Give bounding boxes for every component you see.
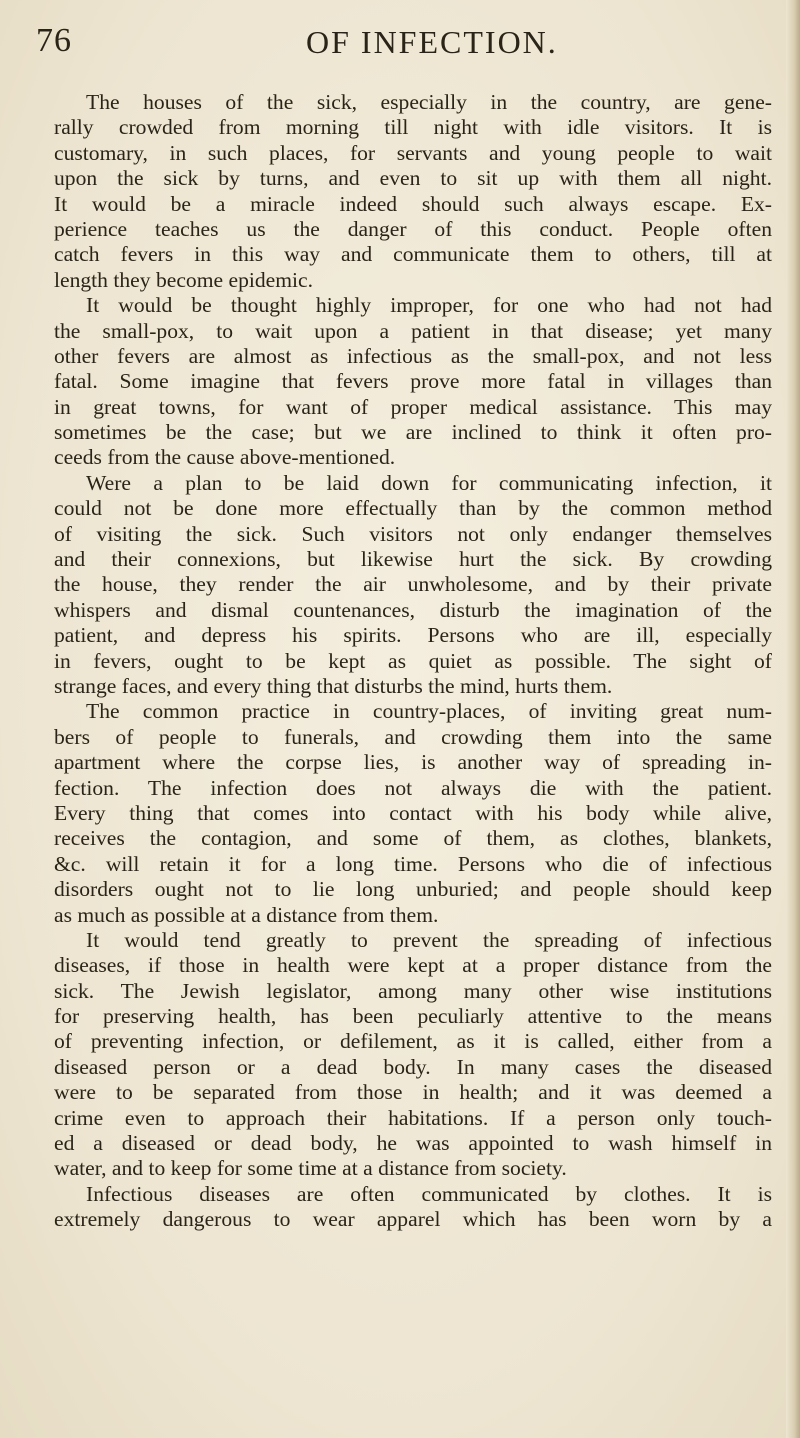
page-header [0, 22, 800, 62]
text-line: of visiting the sick. Such visitors not only endanger themselves [54, 521, 772, 546]
text-line: It would be a miracle indeed should such always escape. Ex- [54, 191, 772, 216]
text-line: extremely dangerous to wear apparel which has been worn by a [54, 1207, 772, 1232]
text-line: upon the sick by turns, and even to sit up with them all night. [54, 166, 772, 191]
text-line: whispers and dismal countenances, disturb the imagination of the [54, 597, 772, 622]
text-line: as much as possible at a distance from them. [54, 902, 439, 927]
text-line: disorders ought not to lie long unburied; and people should keep [54, 877, 772, 902]
text-line: fection. The infection does not always die with the patient. [54, 775, 772, 800]
page-number: 76 [36, 22, 72, 59]
text-line: patient, and depress his spirits. Persons who are ill, especially [54, 623, 772, 648]
body-text [54, 90, 772, 1233]
text-line: the small-pox, to wait upon a patient in that disease; yet many [54, 318, 772, 343]
text-line: apartment where the corpse lies, is another way of spreading in- [54, 750, 772, 775]
text-line: customary, in such places, for servants and young people to wait [54, 140, 772, 165]
text-line: strange faces, and every thing that disturbs the mind, hurts them. [54, 673, 613, 698]
text-line: Infectious diseases are often communicated by clothes. It is [86, 1181, 772, 1206]
text-line: the house, they render the air unwholesome, and by their private [54, 572, 772, 597]
text-line: Every thing that comes into contact with his body while alive, [54, 800, 772, 825]
text-line: fatal. Some imagine that fevers prove more fatal in villages than [54, 369, 772, 394]
text-line: crime even to approach their habitations. If a person only touch- [54, 1105, 772, 1130]
text-line: The common practice in country-places, of inviting great num- [86, 699, 772, 724]
text-line: The houses of the sick, especially in the country, are gene- [86, 90, 772, 114]
text-line: &c. will retain it for a long time. Persons who die of infectious [54, 851, 772, 876]
text-line: bers of people to funerals, and crowding them into the same [54, 724, 772, 749]
text-line: sick. The Jewish legislator, among many other wise institutions [54, 978, 772, 1003]
text-line: ed a diseased or dead body, he was appointed to wash himself in [54, 1131, 772, 1156]
page-edge [786, 0, 800, 1438]
text-line: perience teaches us the danger of this conduct. People often [54, 216, 772, 241]
text-line: of preventing infection, or defilement, as it is called, either from a [54, 1029, 772, 1054]
text-line: could not be done more effectually than by the common method [54, 496, 772, 521]
text-line: length they become epidemic. [54, 267, 314, 292]
text-line: for preserving health, has been peculiarly attentive to the means [54, 1004, 772, 1029]
text-line: catch fevers in this way and communicate them to others, till at [54, 242, 772, 267]
text-line: ceeds from the cause above-mentioned. [54, 445, 396, 470]
text-line: water, and to keep for some time at a distance from society. [54, 1156, 567, 1181]
running-title: OF INFECTION. [306, 24, 558, 60]
text-line: rally crowded from morning till night with idle visitors. It is [54, 115, 772, 140]
text-line: Were a plan to be laid down for communicating infection, it [86, 470, 772, 495]
text-line: in great towns, for want of proper medical assistance. This may [54, 394, 772, 419]
text-line: were to be separated from those in health; and it was deemed a [54, 1080, 772, 1105]
text-line: receives the contagion, and some of them, as clothes, blankets, [54, 826, 772, 851]
text-line: other fevers are almost as infectious as the small-pox, and not less [54, 343, 772, 368]
text-line: diseased person or a dead body. In many cases the diseased [54, 1054, 772, 1079]
text-line: diseases, if those in health were kept at a proper distance from the [54, 953, 772, 978]
text-line: It would be thought highly improper, for one who had not had [86, 293, 772, 318]
text-line: sometimes be the case; but we are inclined to think it often pro- [54, 420, 772, 445]
text-line: in fevers, ought to be kept as quiet as possible. The sight of [54, 648, 772, 673]
text-line: It would tend greatly to prevent the spreading of infectious [86, 927, 772, 952]
text-line: and their connexions, but likewise hurt the sick. By crowding [54, 547, 772, 572]
